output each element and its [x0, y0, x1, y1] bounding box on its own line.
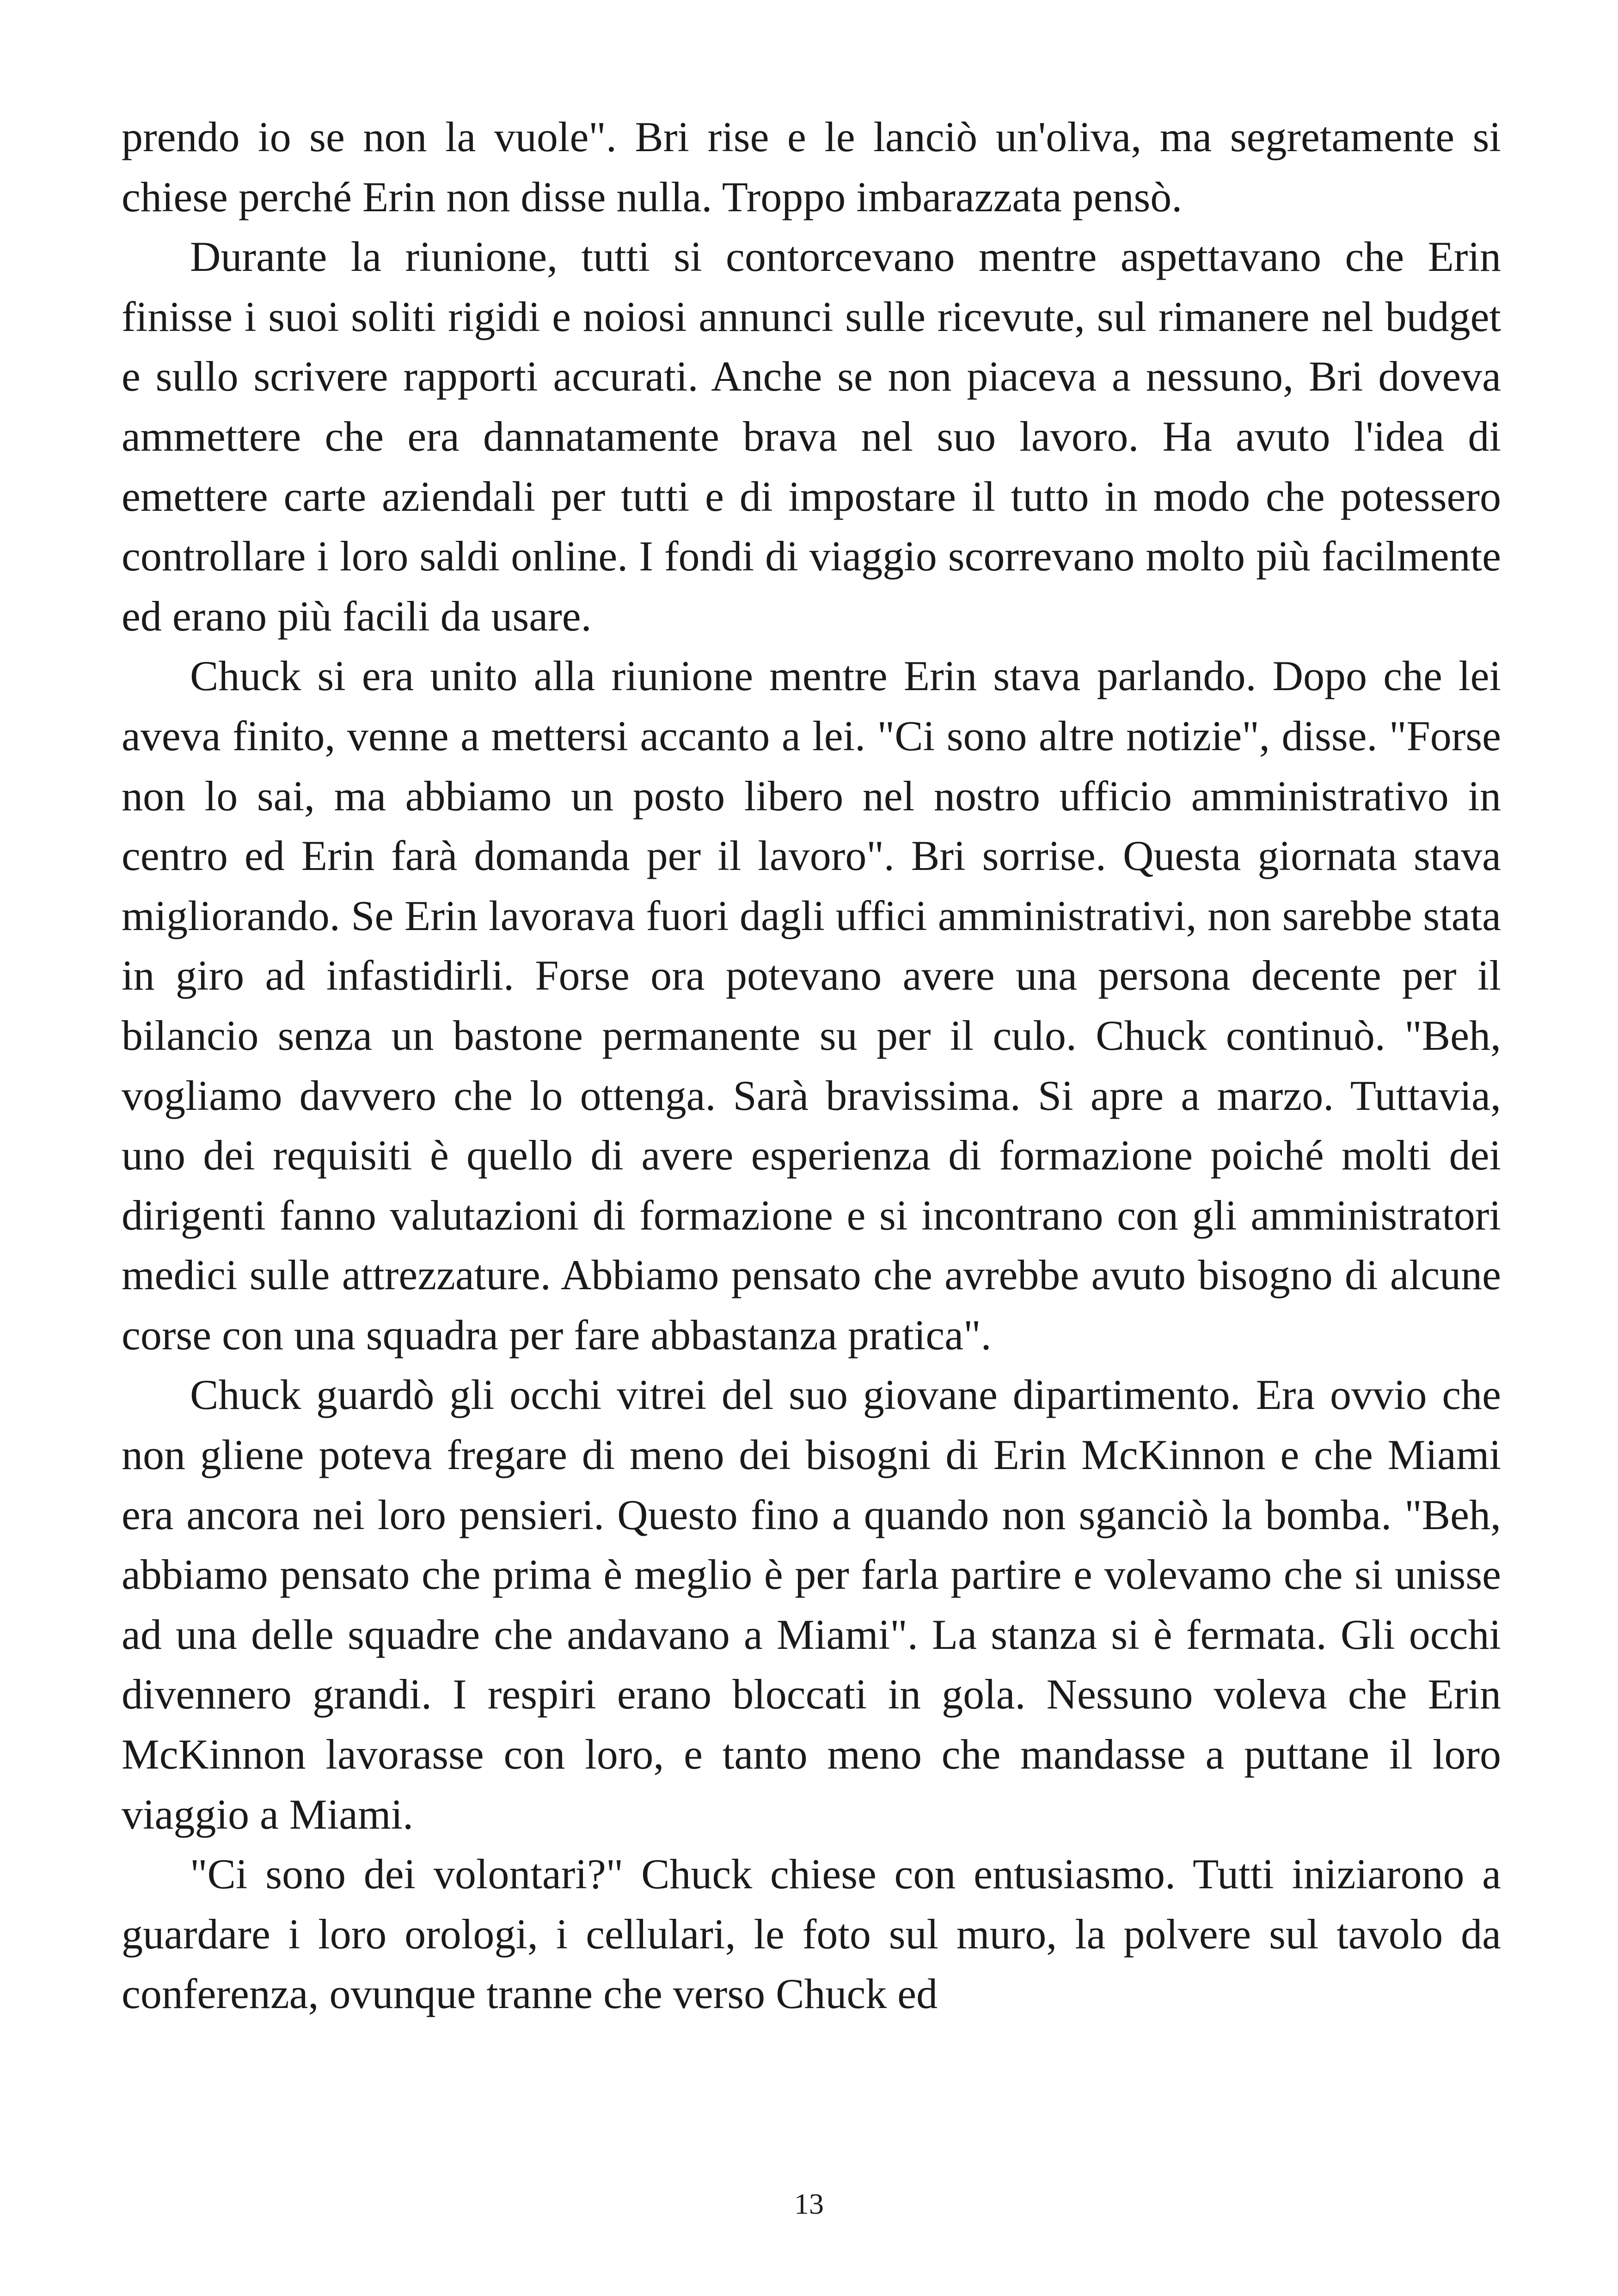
paragraph-3: Chuck si era unito alla riunione mentre Erin stava parlando. Dopo che lei aveva finito, venne a mettersi accanto a lei. "Ci sono altre notizie", disse. "Forse non lo sai, ma abbiamo un posto libero nel nostro ufficio amministrativo in centro ed Erin farà domanda per il lavoro". Bri sorrise. Questa giornata stava migliorando. Se Erin lavorava fuori dagli uffici amministrativi, non sarebbe stata in giro ad infastidirli. Forse ora potevano avere una persona decente per il bilancio senza un bastone permanente su per il culo. Chuck continuò. "Beh, vogliamo davvero che lo ottenga. Sarà bravissima. Si apre a marzo. Tuttavia, uno dei requisiti è quello di avere esperienza di formazione poiché molti dei dirigenti fanno valutazioni di formazione e si incontrano con gli amministratori medici sulle attrezzature. Abbiamo pensato che avrebbe avuto bisogno di alcune corse con una squadra per fare abbastanza pratica".	[122, 652, 1501, 1359]
paragraph-2: Durante la riunione, tutti si contorcevano mentre aspettavano che Erin finisse i suoi soliti rigidi e noiosi annunci sulle ricevute, sul rimanere nel budget e sullo scrivere rapporti accurati. Anche se non piaceva a nessuno, Bri doveva ammettere che era dannatamente brava nel suo lavoro. Ha avuto l'idea di emettere carte aziendali per tutti e di impostare il tutto in modo che potessero controllare i loro saldi online. I fondi di viaggio scorrevano molto più facilmente ed erano più facili da usare.	[122, 233, 1501, 640]
body-text	[122, 107, 1501, 2024]
paragraph-4: Chuck guardò gli occhi vitrei del suo giovane dipartimento. Era ovvio che non gliene poteva fregare di meno dei bisogni di Erin McKinnon e che Miami era ancora nei loro pensieri. Questo fino a quando non sganciò la bomba. "Beh, abbiamo pensato che prima è meglio è per farla partire e volevamo che si unisse ad una delle squadre che andavano a Miami". La stanza si è fermata. Gli occhi divennero grandi. I respiri erano bloccati in gola. Nessuno voleva che Erin McKinnon lavorasse con loro, e tanto meno che mandasse a puttane il loro viaggio a Miami.	[122, 1371, 1501, 1838]
page-number: 13	[794, 2187, 824, 2220]
paragraph-1: prendo io se non la vuole". Bri rise e le lanciò un'oliva, ma segretamente si chiese perché Erin non disse nulla. Troppo imbarazzata pensò.	[122, 113, 1501, 220]
paragraph-5: "Ci sono dei volontari?" Chuck chiese con entusiasmo. Tutti iniziarono a guardare i loro orologi, i cellulari, le foto sul muro, la polvere sul tavolo da conferenza, ovunque tranne che verso Chuck ed	[122, 1850, 1501, 2018]
